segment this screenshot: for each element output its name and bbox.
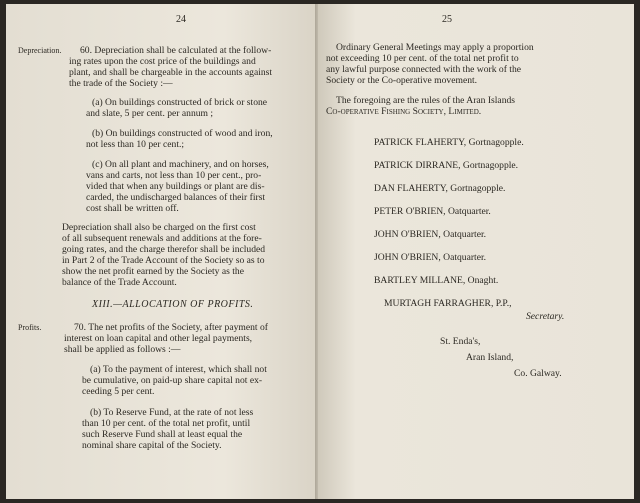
section-heading: XIII.—ALLOCATION OF PROFITS. [92, 299, 254, 310]
para-60-line: the trade of the Society :— [69, 78, 173, 89]
para-depreciation-line: of all subsequent renewals and additions at the fore- [62, 233, 262, 244]
signatory: JOHN O'BRIEN, Oatquarter. [374, 252, 487, 263]
page-number: 24 [176, 14, 186, 25]
para-depreciation-line: show the net profit earned by the Society as the [62, 266, 244, 277]
item-a-line: (a) On buildings constructed of brick or stone [92, 97, 268, 108]
left-page [6, 4, 318, 499]
para-60-line: plant, and shall be chargeable in the accounts against [69, 67, 273, 78]
signatory: BARTLEY MILLANE, Onaght. [374, 275, 499, 286]
book-spread [6, 4, 634, 499]
item-70b-line: than 10 per cent. of the total net profit, until [82, 418, 251, 429]
item-70b-line: (b) To Reserve Fund, at the rate of not less [90, 407, 254, 418]
item-b-line: (b) On buildings constructed of wood and iron, [92, 128, 273, 139]
para-top-line: any lawful purpose connected with the work of the [326, 64, 522, 75]
item-c-line: cost shall be written off. [86, 203, 179, 214]
item-c-line: (c) On all plant and machinery, and on horses, [92, 159, 269, 170]
item-70b-line: nominal share capital of the Society. [82, 440, 222, 451]
signatory: JOHN O'BRIEN, Oatquarter. [374, 229, 487, 240]
address-line: St. Enda's, [440, 336, 481, 347]
para-top-line: Ordinary General Meetings may apply a proportion [336, 42, 534, 53]
margin-note-profits: Profits. [18, 323, 42, 332]
item-70b-line: such Reserve Fund shall at least equal the [82, 429, 243, 440]
item-c-line: carded, the undischarged balances of their first [86, 192, 266, 203]
para-70-line: 70. The net profits of the Society, after payment of [74, 322, 268, 333]
para-60-line: 60. Depreciation shall be calculated at the follow- [80, 45, 272, 56]
para-70-line: interest on loan capital and other legal payments, [64, 333, 253, 344]
item-70a-line: be cumulative, on paid-up share capital not ex- [82, 375, 263, 386]
signatory: PATRICK FLAHERTY, Gortnagopple. [374, 137, 524, 148]
para-depreciation-line: Depreciation shall also be charged on the first cost [62, 222, 256, 233]
item-b-line: not less than 10 per cent.; [86, 139, 185, 150]
address-line: Aran Island, [466, 352, 514, 363]
address-line: Co. Galway. [514, 368, 562, 379]
para-depreciation-line: balance of the Trade Account. [62, 277, 177, 288]
rules-statement: The foregoing are the rules of the Aran Islands [336, 95, 516, 106]
margin-note-depreciation: Depreciation. [18, 46, 62, 55]
item-70a-line: (a) To the payment of interest, which shall not [90, 364, 267, 375]
signatory: MURTAGH FARRAGHER, P.P., [384, 298, 512, 309]
right-page [318, 4, 634, 499]
para-top-line: not exceeding 10 per cent. of the total net profit to [326, 53, 519, 64]
signatory: PATRICK DIRRANE, Gortnagopple. [374, 160, 519, 171]
item-a-line: and slate, 5 per cent. per annum ; [86, 108, 214, 119]
para-top-line: Society or the Co-operative movement. [326, 75, 478, 86]
item-c-line: vided that when any buildings or plant are dis- [86, 181, 265, 192]
para-depreciation-line: in Part 2 of the Trade Account of the Society so as to [62, 255, 265, 266]
item-c-line: vans and carts, not less than 10 per cent., pro- [86, 170, 262, 181]
society-name: Co-operative Fishing Society, Limited. [326, 106, 482, 117]
secretary-title: Secretary. [526, 311, 565, 322]
para-60-line: ing rates upon the cost price of the buildings and [69, 56, 256, 67]
item-70a-line: ceeding 5 per cent. [82, 386, 155, 397]
signatory: DAN FLAHERTY, Gortnagopple. [374, 183, 506, 194]
para-70-line: shall be applied as follows :— [64, 344, 181, 355]
signatory: PETER O'BRIEN, Oatquarter. [374, 206, 491, 217]
para-depreciation-line: going rates, and the charge therefor shall be included [62, 244, 266, 255]
page-number: 25 [442, 14, 452, 25]
